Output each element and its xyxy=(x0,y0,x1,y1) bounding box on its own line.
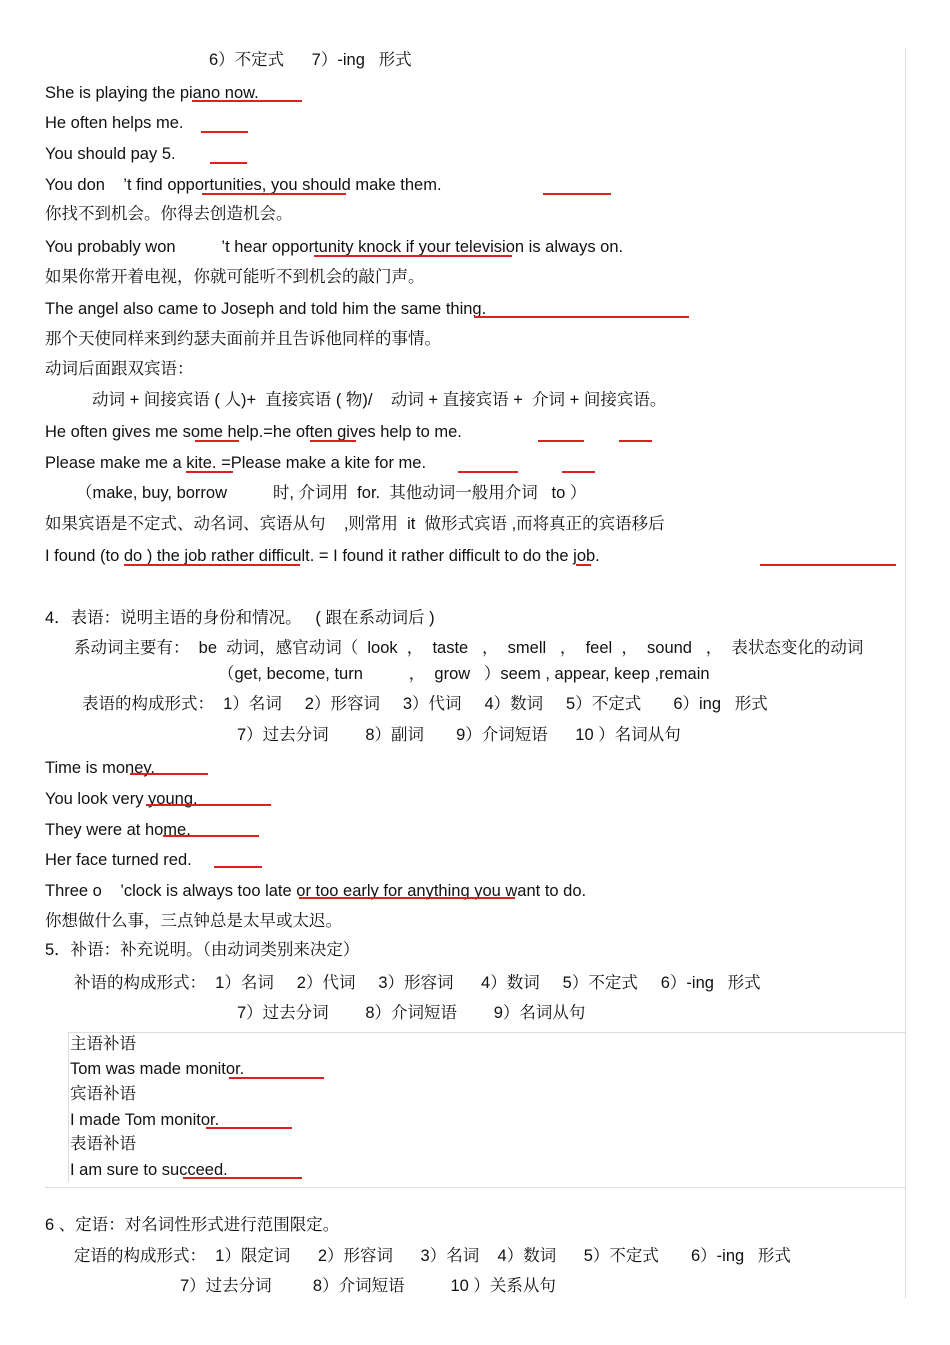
text-line: Tom was made monitor. xyxy=(70,1060,245,1078)
text-line: 动词后面跟双宾语： xyxy=(45,360,194,378)
red-underline xyxy=(474,316,689,318)
text-line: 补语的构成形式： 1）名词 2）代词 3）形容词 4）数词 5）不定式 6）-ing 形式 xyxy=(74,974,761,992)
text-line: 表语的构成形式： 1）名词 2）形容词 3）代词 4）数词 5）不定式 6）ing 形式 xyxy=(82,695,768,713)
text-line: He often gives me some help.=he often gives help to me. xyxy=(45,423,462,441)
text-line: 7）过去分词 8）介词短语 9）名词从句 xyxy=(237,1004,586,1022)
text-line: Her face turned red. xyxy=(45,851,192,869)
box-border xyxy=(68,1032,69,1182)
red-underline xyxy=(299,897,515,899)
box-border xyxy=(68,1032,905,1033)
section-heading: 5．补语：补充说明。（由动词类别来决定） xyxy=(45,941,360,959)
red-underline xyxy=(562,471,595,473)
red-underline xyxy=(210,162,247,164)
red-underline xyxy=(229,1077,324,1079)
box-label: 表语补语 xyxy=(70,1135,136,1153)
section-heading: 6 、定语：对名词性形式进行范围限定。 xyxy=(45,1216,340,1234)
red-underline xyxy=(206,1127,292,1129)
red-underline xyxy=(124,564,300,566)
red-underline xyxy=(760,564,896,566)
text-line: You should pay 5. xyxy=(45,145,176,163)
red-underline xyxy=(183,1177,302,1179)
text-line: He often helps me. xyxy=(45,114,184,132)
text-line: 你想做什么事，三点钟总是太早或太迟。 xyxy=(45,912,342,930)
page-margin-rule xyxy=(905,48,906,1298)
red-underline xyxy=(576,564,591,566)
divider xyxy=(45,1187,905,1188)
text-line: I found (to do ) the job rather difficult. = I found it rather difficult to do the job. xyxy=(45,547,600,565)
text-line: 系动词主要有： be 动词，感官动词（ look ， taste ， smell ， feel ， sound ， 表状态变化的动词 xyxy=(74,639,864,657)
text-line: They were at home. xyxy=(45,821,191,839)
red-underline xyxy=(195,440,239,442)
text-line: 7）过去分词 8）介词短语 10 ）关系从句 xyxy=(180,1277,556,1295)
text-line: You probably won ’t hear opportunity knock if your television is always on. xyxy=(45,238,624,256)
red-underline xyxy=(543,193,611,195)
text-line: Please make me a kite. =Please make a kite for me. xyxy=(45,454,427,472)
red-underline xyxy=(186,471,233,473)
red-underline xyxy=(619,440,652,442)
text-line: 定语的构成形式： 1）限定词 2）形容词 3）名词 4）数词 5）不定式 6）-ing 形式 xyxy=(74,1247,791,1265)
red-underline xyxy=(146,804,271,806)
text-line: 动词 + 间接宾语 ( 人)+ 直接宾语 ( 物)/ 动词 + 直接宾语 + 介词 + 间接宾语。 xyxy=(92,391,667,409)
text-line: Three o ’clock is always too late or too early for anything you want to do. xyxy=(45,882,587,900)
text-line: 6）不定式 7）-ing 形式 xyxy=(209,51,412,69)
red-underline xyxy=(130,773,208,775)
red-underline xyxy=(192,100,302,102)
red-underline xyxy=(214,866,262,868)
red-underline xyxy=(538,440,584,442)
text-line: 7）过去分词 8）副词 9）介词短语 10 ）名词从句 xyxy=(237,726,681,744)
text-line: She is playing the piano now. xyxy=(45,84,259,102)
red-underline xyxy=(163,835,259,837)
text-line: 那个天使同样来到约瑟夫面前并且告诉他同样的事情。 xyxy=(45,330,441,348)
text-line: 如果宾语是不定式、动名词、宾语从句 ,则常用 it 做形式宾语 ,而将真正的宾语移后 xyxy=(45,515,665,533)
text-line: Time is money. xyxy=(45,759,156,777)
section-heading: 4．表语：说明主语的身份和情况。 ( 跟在系动词后 ) xyxy=(45,609,435,627)
text-line: 如果你常开着电视，你就可能听不到机会的敲门声。 xyxy=(45,268,425,286)
text-line: The angel also came to Joseph and told him the same thing. xyxy=(45,300,487,318)
red-underline xyxy=(202,193,346,195)
text-line: You look very young. xyxy=(45,790,198,808)
red-underline xyxy=(458,471,518,473)
box-label: 主语补语 xyxy=(70,1035,136,1053)
text-line: （make, buy, borrow 时, 介词用 for. 其他动词一般用介词 to ） xyxy=(76,484,587,502)
text-line: （get, become, turn ， grow ）seem , appear, keep ,remain xyxy=(218,665,710,683)
text-line: I made Tom monitor. xyxy=(70,1111,220,1129)
box-label: 宾语补语 xyxy=(70,1085,136,1103)
text-line: You don ’t find opportunities, you should make them. xyxy=(45,176,442,194)
red-underline xyxy=(310,440,356,442)
text-line: 你找不到机会。你得去创造机会。 xyxy=(45,205,293,223)
text-line: I am sure to succeed. xyxy=(70,1161,228,1179)
red-underline xyxy=(314,255,512,257)
red-underline xyxy=(201,131,248,133)
